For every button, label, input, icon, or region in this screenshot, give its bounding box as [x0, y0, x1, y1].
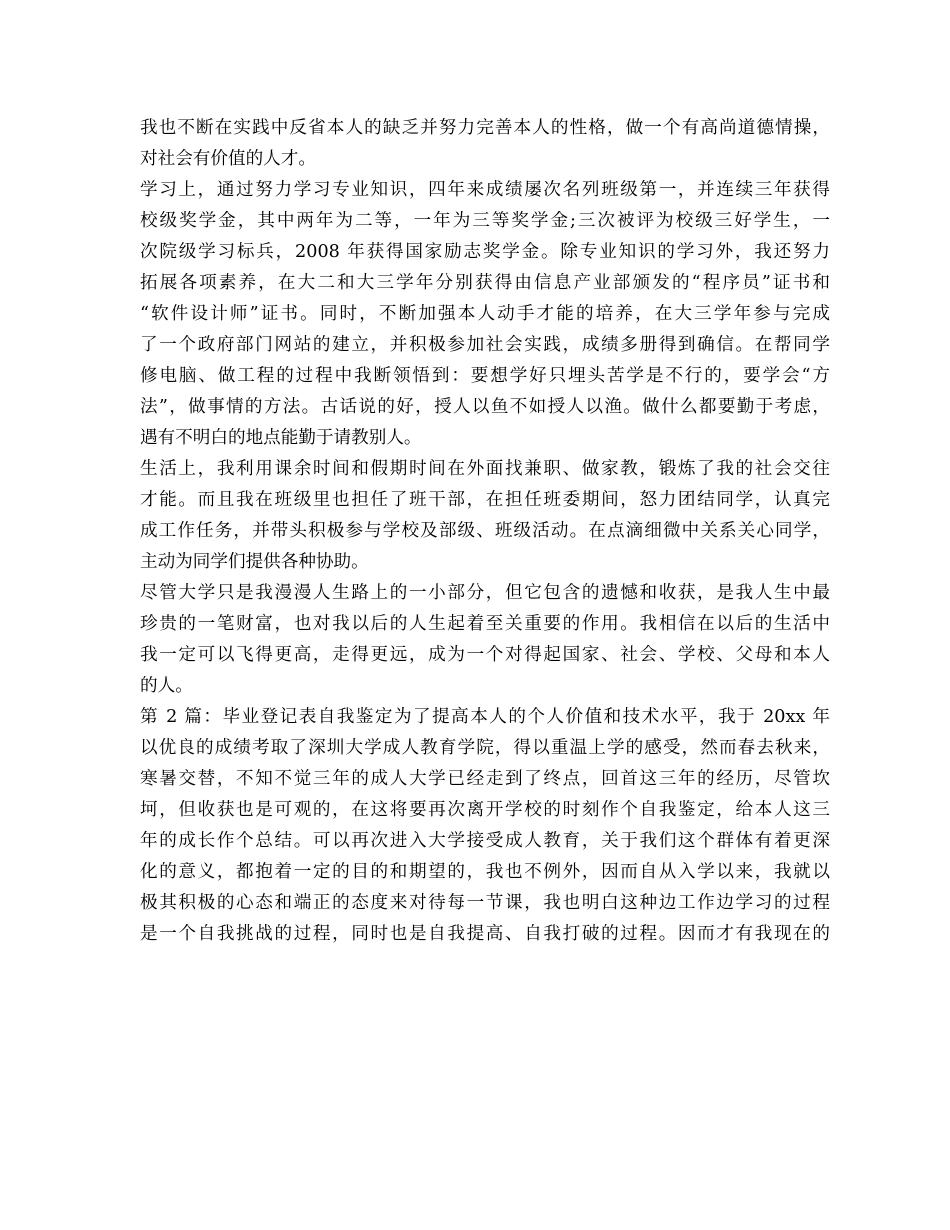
text-line: 拓展各项素养，在大二和大三学年分别获得由信息产业部颁发的“程序员”证书和	[140, 273, 830, 293]
text-line: 次院级学习标兵，2008 年获得国家励志奖学金。除专业知识的学习外，我还努力	[140, 242, 830, 262]
text-line: 了一个政府部门网站的建立，并积极参加社会实践，成绩多册得到确信。在帮同学	[140, 335, 830, 355]
text-line: 极其积极的心态和端正的态度来对待每一节课，我也明白这种边工作边学习的过程	[140, 893, 830, 913]
text-line: 珍贵的一笔财富，也对我以后的人生起着至关重要的作用。我相信在以后的生活中	[140, 614, 830, 634]
text-line: 第 2 篇：毕业登记表自我鉴定为了提高本人的个人价值和技术水平，我于 20xx 年	[140, 707, 830, 727]
text-line: “软件设计师”证书。同时，不断加强本人动手才能的培养，在大三学年参与完成	[140, 304, 830, 324]
text-line: 坷，但收获也是可观的，在这将要再次离开学校的时刻作个自我鉴定，给本人这三	[140, 800, 830, 820]
text-line: 我也不断在实践中反省本人的缺乏并努力完善本人的性格，做一个有高尚道德情操，	[140, 118, 830, 138]
text-line: 是一个自我挑战的过程，同时也是自我提高、自我打破的过程。因而才有我现在的	[140, 924, 830, 944]
text-line: 的人。	[140, 676, 193, 696]
text-line: 化的意义，都抱着一定的目的和期望的，我也不例外，因而自从入学以来，我就以	[140, 862, 830, 882]
text-line: 生活上，我利用课余时间和假期时间在外面找兼职、做家教，锻炼了我的社会交往	[140, 459, 830, 479]
text-line: 年的成长作个总结。可以再次进入大学接受成人教育，关于我们这个群体有着更深	[140, 831, 830, 851]
text-line: 尽管大学只是我漫漫人生路上的一小部分，但它包含的遗憾和收获，是我人生中最	[140, 583, 830, 603]
text-line: 法”，做事情的方法。古话说的好，授人以鱼不如授人以渔。做什么都要勤于考虑，	[140, 397, 830, 417]
text-line: 主动为同学们提供各种协助。	[140, 552, 369, 572]
text-line: 寒暑交替，不知不觉三年的成人大学已经走到了终点，回首这三年的经历，尽管坎	[140, 769, 830, 789]
text-line: 遇有不明白的地点能勤于请教别人。	[140, 428, 422, 448]
text-line: 才能。而且我在班级里也担任了班干部，在担任班委期间，怒力团结同学，认真完	[140, 490, 830, 510]
text-line: 以优良的成绩考取了深圳大学成人教育学院，得以重温上学的感受，然而春去秋来，	[140, 738, 830, 758]
text-line: 修电脑、做工程的过程中我断领悟到：要想学好只埋头苦学是不行的，要学会“方	[140, 366, 830, 386]
text-line: 对社会有价值的人才。	[140, 149, 316, 169]
text-line: 我一定可以飞得更高，走得更远，成为一个对得起国家、社会、学校、父母和本人	[140, 645, 830, 665]
text-line: 成工作任务，并带头积极参与学校及部级、班级活动。在点滴细微中关系关心同学，	[140, 521, 830, 541]
text-line: 校级奖学金，其中两年为二等，一年为三等奖学金;三次被评为校级三好学生，一	[140, 211, 830, 231]
document-body	[140, 113, 830, 950]
text-line: 学习上，通过努力学习专业知识，四年来成绩屡次名列班级第一，并连续三年获得	[140, 180, 830, 200]
